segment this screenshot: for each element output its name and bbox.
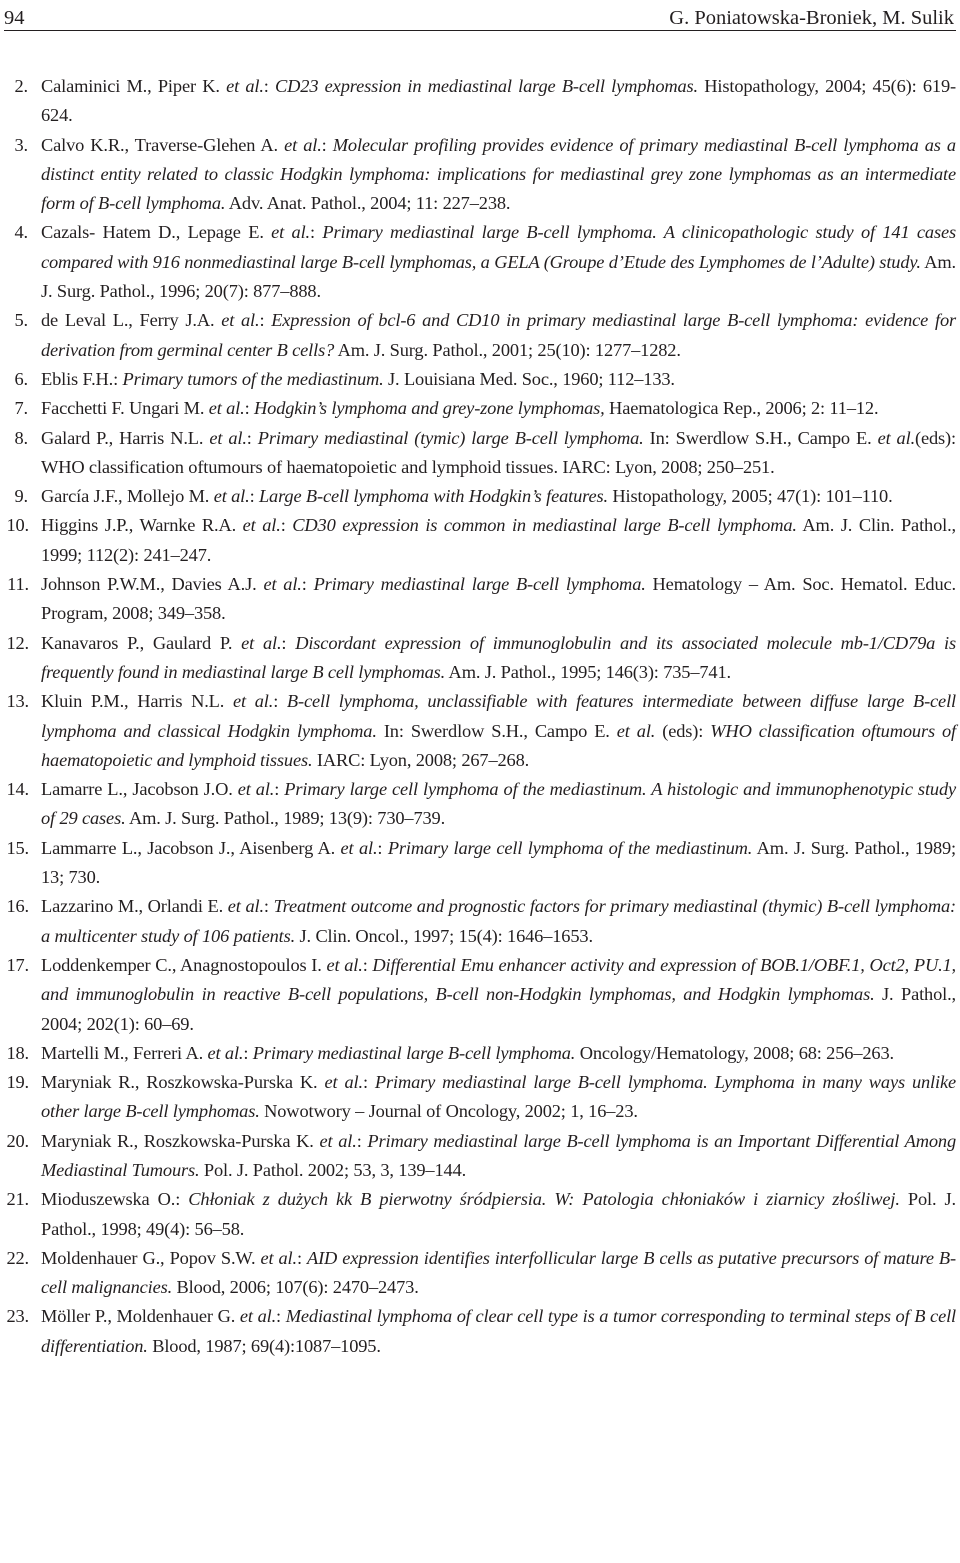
reference-text: Facchetti F. Ungari M. bbox=[41, 398, 209, 419]
reference-text: : bbox=[310, 222, 323, 243]
reference-italic-text: et al. bbox=[284, 134, 322, 155]
reference-text: Lammarre L., Jacobson J., Aisenberg A. bbox=[41, 837, 341, 858]
reference-text: Calvo K.R., Traverse-Glehen A. bbox=[41, 134, 285, 155]
reference-item bbox=[4, 1068, 956, 1127]
reference-text: Johnson P.W.M., Davies A.J. bbox=[41, 574, 264, 595]
reference-text: : bbox=[263, 76, 276, 96]
reference-text: J. Clin. Oncol., 1997; 15(4): 1646–1653. bbox=[295, 925, 593, 946]
reference-number: 19. bbox=[6, 1072, 29, 1093]
reference-italic-text: et al. bbox=[340, 837, 378, 858]
reference-text: : bbox=[274, 779, 285, 800]
reference-text: Am. J. Surg. Pathol., 2001; 25(10): 1277–1282. bbox=[334, 339, 681, 360]
reference-italic-text: et al. bbox=[260, 1247, 297, 1268]
reference-text: Kluin P.M., Harris N.L. bbox=[41, 691, 233, 712]
reference-item bbox=[4, 629, 956, 688]
reference-item bbox=[4, 570, 956, 629]
reference-item bbox=[4, 131, 956, 219]
reference-number: 22. bbox=[6, 1247, 29, 1268]
reference-italic-text: Molecular profiling provides evidence of primary mediastinal B-cell lymphoma as a distinct entity related to classic Hodgkin lymphoma: implications for mediastinal grey zone lymphomas as an intermediate form of B-cell lymphoma. bbox=[41, 134, 956, 214]
reference-text: : bbox=[246, 427, 258, 448]
reference-number: 16. bbox=[6, 896, 29, 917]
reference-text: de Leval L., Ferry J.A. bbox=[41, 310, 222, 331]
reference-text: Haematologica Rep., 2006; 2: 11–12. bbox=[604, 398, 879, 419]
reference-item bbox=[4, 1302, 956, 1361]
reference-italic-text: Differential Emu enhancer activity and expression of BOB.1/OBF.1, Oct2, PU.1, and immunoglobulin in reactive B-cell populations, B-cell non-Hodgkin lymphomas, and Hodgkin lymphomas. bbox=[41, 954, 957, 1005]
reference-italic-text: Primary mediastinal large B-cell lymphoma. Lymphoma in many ways unlike other large B-cell lymphomas. bbox=[41, 1072, 957, 1122]
reference-text: Maryniak R., Roszkowska-Purska K. bbox=[41, 1072, 325, 1093]
reference-text: Oncology/Hematology, 2008; 68: 256–263. bbox=[575, 1042, 894, 1063]
reference-text: Lazzarino M., Orlandi E. bbox=[41, 896, 228, 917]
reference-number: 8. bbox=[14, 427, 28, 448]
reference-italic-text: et al. bbox=[241, 632, 282, 653]
reference-text: Kanavaros P., Gaulard P. bbox=[41, 632, 242, 653]
reference-text: J. Pathol., 2004; 202(1): 60–69. bbox=[41, 984, 956, 1034]
reference-italic-text: Chłoniak z dużych kk B pierwotny śródpiersia. W: Patologia chłoniaków i ziarnicy złośliwej. bbox=[188, 1189, 900, 1210]
reference-item bbox=[4, 1185, 956, 1244]
reference-text: Galard P., Harris N.L. bbox=[41, 427, 210, 448]
page-number: 94 bbox=[4, 7, 25, 29]
reference-number: 10. bbox=[6, 515, 29, 536]
reference-italic-text: Primary large cell lymphoma of the mediastinum. bbox=[387, 837, 753, 858]
reference-text: : bbox=[280, 515, 293, 536]
reference-number: 21. bbox=[6, 1189, 29, 1210]
reference-item bbox=[4, 892, 956, 951]
reference-italic-text: et al. bbox=[616, 720, 656, 741]
reference-italic-text: et al. bbox=[242, 515, 281, 536]
reference-item bbox=[4, 218, 956, 306]
reference-text: : bbox=[321, 134, 333, 155]
reference-italic-text: Expression of bcl-6 and CD10 in primary mediastinal large B-cell lymphoma: evidence for derivation from germinal center B cells? bbox=[41, 310, 956, 360]
reference-text: Calaminici M., Piper K. bbox=[41, 76, 227, 96]
reference-italic-text: et al. bbox=[227, 896, 264, 917]
reference-text: (eds): WHO classification oftumours of haematopoietic and lymphoid tissues. IARC: Lyon, 2008; 250–251. bbox=[41, 427, 956, 477]
reference-italic-text: et al. bbox=[208, 398, 245, 419]
reference-item bbox=[4, 72, 956, 131]
reference-italic-text: et al. bbox=[237, 779, 275, 800]
reference-italic-text: Large B-cell lymphoma with Hodgkin’s features. bbox=[258, 486, 608, 507]
reference-item bbox=[4, 1039, 956, 1068]
reference-text: Eblis F.H.: bbox=[41, 368, 123, 389]
reference-text: Am. J. Clin. Pathol., 1999; 112(2): 241–247. bbox=[41, 515, 956, 565]
reference-text: : bbox=[362, 1072, 375, 1093]
reference-text: Lamarre L., Jacobson J.O. bbox=[41, 779, 238, 800]
reference-item bbox=[4, 365, 956, 394]
reference-italic-text: WHO classification oftumours of haematopoietic and lymphoid tissues. bbox=[41, 720, 956, 770]
reference-text: Histopathology, 2004; 45(6): 619-624. bbox=[41, 76, 956, 126]
running-header bbox=[4, 0, 956, 31]
reference-text: Histopathology, 2005; 47(1): 101–110. bbox=[607, 486, 893, 507]
reference-italic-text: et al. bbox=[207, 1042, 244, 1063]
reference-italic-text: et al. bbox=[319, 1130, 357, 1151]
reference-number: 14. bbox=[6, 779, 29, 800]
reference-text: Mioduszewska O.: bbox=[41, 1189, 189, 1210]
reference-italic-text: CD23 expression in mediastinal large B-cell lymphomas. bbox=[275, 76, 698, 96]
reference-text: Am. J. Surg. Pathol., 1989; 13; 730. bbox=[41, 837, 956, 888]
reference-item bbox=[4, 511, 956, 570]
reference-italic-text: et al. bbox=[326, 954, 363, 975]
reference-text: : bbox=[263, 896, 274, 917]
reference-text: : bbox=[259, 310, 272, 331]
reference-number: 6. bbox=[14, 368, 28, 389]
reference-text: Am. J. Pathol., 1995; 146(3): 735–741. bbox=[445, 661, 731, 682]
reference-text: Loddenkemper C., Anagnostopoulos I. bbox=[41, 954, 327, 975]
reference-text: García J.F., Mollejo M. bbox=[41, 486, 214, 507]
reference-italic-text: et al. bbox=[221, 310, 260, 331]
reference-italic-text: et al. bbox=[213, 486, 250, 507]
reference-text: Am. J. Surg. Pathol., 1996; 20(7): 877–888. bbox=[41, 251, 956, 302]
reference-text: : bbox=[301, 574, 314, 595]
reference-item bbox=[4, 1127, 956, 1186]
running-head-authors: G. Poniatowska-Broniek, M. Sulik bbox=[669, 7, 954, 29]
reference-italic-text: et al. bbox=[232, 691, 274, 712]
reference-text: (eds): bbox=[655, 720, 711, 741]
reference-text: : bbox=[276, 1306, 286, 1327]
reference-item bbox=[4, 394, 956, 423]
reference-text: : bbox=[362, 954, 373, 975]
reference-italic-text: Primary tumors of the mediastinum. bbox=[122, 368, 384, 389]
reference-italic-text: Primary mediastinal (tymic) large B-cell lymphoma. bbox=[257, 427, 644, 448]
reference-number: 15. bbox=[6, 837, 29, 858]
reference-text: Moldenhauer G., Popov S.W. bbox=[41, 1247, 261, 1268]
reference-text: : bbox=[281, 632, 296, 653]
reference-text: In: Swerdlow S.H., Campo E. bbox=[643, 427, 878, 448]
reference-text: Blood, 2006; 107(6): 2470–2473. bbox=[172, 1277, 419, 1298]
reference-text: Blood, 1987; 69(4):1087–1095. bbox=[147, 1335, 381, 1356]
reference-italic-text: AID expression identifies interfollicular large B cells as putative precursors of mature B-cell malignancies. bbox=[41, 1247, 956, 1298]
reference-text: Möller P., Moldenhauer G. bbox=[41, 1306, 240, 1327]
reference-text: In: Swerdlow S.H., Campo E. bbox=[376, 720, 617, 741]
reference-text: Cazals- Hatem D., Lepage E. bbox=[41, 222, 272, 243]
reference-italic-text: Primary mediastinal large B-cell lymphoma is an Important Differential Among Mediastinal Tumours. bbox=[41, 1130, 956, 1180]
reference-italic-text: et al. bbox=[263, 574, 302, 595]
reference-text: Pol. J. Pathol., 1998; 49(4): 56–58. bbox=[41, 1189, 956, 1239]
reference-item bbox=[4, 482, 956, 511]
reference-text: Pol. J. Pathol. 2002; 53, 3, 139–144. bbox=[199, 1159, 467, 1180]
reference-text: IARC: Lyon, 2008; 267–268. bbox=[312, 749, 530, 770]
reference-number: 2. bbox=[14, 76, 28, 96]
reference-number: 20. bbox=[6, 1130, 29, 1151]
reference-item bbox=[4, 687, 956, 775]
reference-italic-text: Hodgkin’s lymphoma and grey-zone lymphomas, bbox=[254, 398, 605, 419]
reference-text: Higgins J.P., Warnke R.A. bbox=[41, 515, 243, 536]
reference-item bbox=[4, 951, 956, 1039]
reference-italic-text: et al. bbox=[226, 76, 264, 96]
reference-number: 12. bbox=[6, 632, 29, 653]
reference-italic-text: Treatment outcome and prognostic factors for primary mediastinal (thymic) B-cell lymphoma: a multicenter study of 106 patients. bbox=[41, 896, 956, 946]
reference-number: 9. bbox=[14, 486, 28, 507]
reference-text: Maryniak R., Roszkowska-Purska K. bbox=[41, 1130, 320, 1151]
reference-text: Am. J. Surg. Pathol., 1989; 13(9): 730–739. bbox=[125, 808, 446, 829]
reference-item bbox=[4, 834, 956, 893]
reference-italic-text: et al. bbox=[877, 427, 916, 448]
reference-text: : bbox=[249, 486, 259, 507]
reference-item bbox=[4, 775, 956, 834]
reference-number: 18. bbox=[6, 1042, 29, 1063]
reference-number: 4. bbox=[14, 222, 28, 243]
reference-number: 17. bbox=[6, 954, 29, 975]
reference-italic-text: CD30 expression is common in mediastinal large B-cell lymphoma. bbox=[292, 515, 797, 536]
reference-text: : bbox=[244, 398, 255, 419]
reference-italic-text: et al. bbox=[239, 1306, 277, 1327]
reference-italic-text: et al. bbox=[271, 222, 311, 243]
reference-italic-text: Mediastinal lymphoma of clear cell type is a tumor corresponding to terminal steps of B cell differentiation. bbox=[41, 1306, 956, 1356]
reference-text: : bbox=[296, 1247, 307, 1268]
reference-italic-text: et al. bbox=[324, 1072, 363, 1093]
reference-italic-text: Discordant expression of immunoglobulin and its associated molecule mb-1/CD79a is frequently found in mediastinal large B cell lymphomas. bbox=[41, 632, 956, 682]
reference-text: Martelli M., Ferreri A. bbox=[41, 1042, 208, 1063]
reference-number: 3. bbox=[14, 134, 28, 155]
reference-item bbox=[4, 424, 956, 483]
reference-text: : bbox=[356, 1130, 368, 1151]
reference-italic-text: B-cell lymphoma, unclassifiable with features intermediate between diffuse large B-cell lymphoma and classical Hodgkin lymphoma. bbox=[41, 691, 956, 741]
reference-text: Adv. Anat. Pathol., 2004; 11: 227–238. bbox=[225, 193, 511, 214]
reference-item bbox=[4, 1244, 956, 1303]
reference-text: J. Louisiana Med. Soc., 1960; 112–133. bbox=[383, 368, 675, 389]
reference-number: 5. bbox=[14, 310, 28, 331]
reference-italic-text: Primary large cell lymphoma of the mediastinum. A histologic and immunophenotypic study of 29 cases. bbox=[41, 779, 957, 829]
reference-item bbox=[4, 306, 956, 365]
reference-number: 13. bbox=[6, 691, 29, 712]
reference-text: Hematology – Am. Soc. Hematol. Educ. Program, 2008; 349–358. bbox=[41, 574, 956, 624]
reference-list bbox=[4, 72, 956, 1361]
reference-italic-text: Primary mediastinal large B-cell lymphoma. bbox=[252, 1042, 576, 1063]
reference-number: 23. bbox=[6, 1306, 29, 1327]
reference-text: : bbox=[243, 1042, 253, 1063]
reference-italic-text: et al. bbox=[209, 427, 247, 448]
reference-italic-text: Primary mediastinal large B-cell lymphoma. bbox=[313, 574, 646, 595]
reference-number: 11. bbox=[7, 574, 29, 595]
reference-text: : bbox=[273, 691, 287, 712]
reference-italic-text: Primary mediastinal large B-cell lymphoma. A clinicopathologic study of 141 cases compared with 916 nonmediastinal large B-cell lymphomas, a GELA (Groupe d’Etude des Lymphomes de l’Adulte) study. bbox=[41, 222, 956, 272]
reference-text: : bbox=[377, 837, 388, 858]
reference-number: 7. bbox=[14, 398, 28, 419]
reference-text: Nowotwory – Journal of Oncology, 2002; 1, 16–23. bbox=[259, 1101, 638, 1122]
